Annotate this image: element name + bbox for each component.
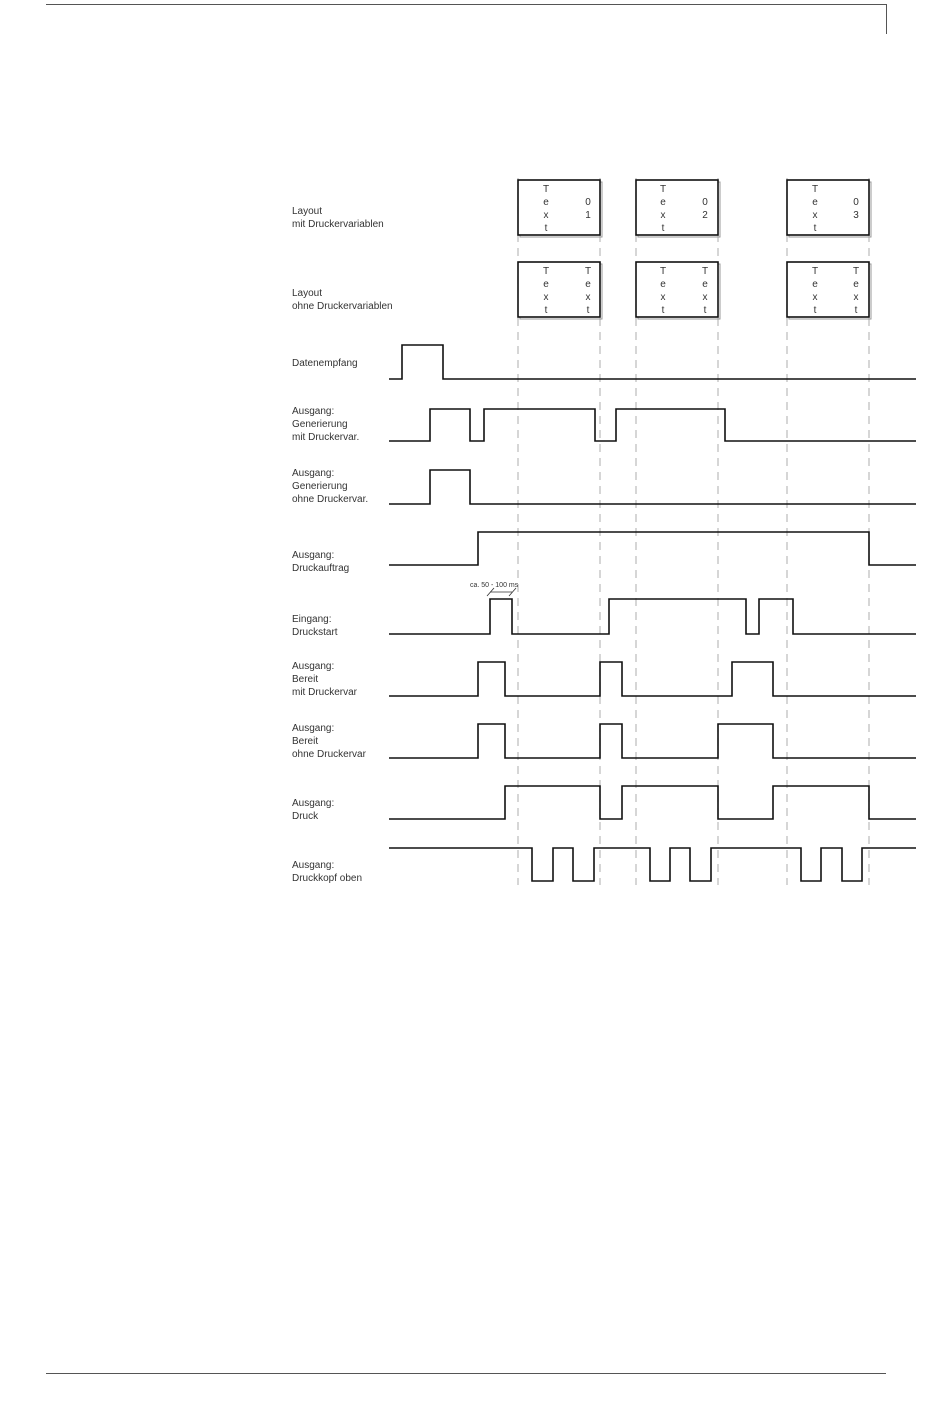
waveform-generierung-mit <box>389 409 916 441</box>
frame-char: e <box>585 279 591 290</box>
frame-char: x <box>585 292 591 303</box>
svg-text:Datenempfang <box>292 358 358 369</box>
timing-annotation-label: ca. 50 - 100 ms <box>470 582 519 589</box>
layout-frame-5 <box>636 262 720 319</box>
frame-char: x <box>543 210 549 221</box>
frame-char: x <box>812 210 818 221</box>
signal-label-line: Ausgang: <box>292 798 335 809</box>
frame-char: T <box>811 184 819 195</box>
frame-char: T <box>584 266 592 277</box>
frame-char: e <box>543 279 549 290</box>
row-label-line: ohne Druckervariablen <box>292 301 393 312</box>
signal-label-line: Ausgang: <box>292 860 335 871</box>
frame-char: 1 <box>585 210 591 221</box>
waveform-druckkopf <box>389 848 916 881</box>
frame-char: e <box>702 279 708 290</box>
frame-char: T <box>701 266 709 277</box>
frame-char: T <box>542 266 550 277</box>
frame-char: e <box>812 197 818 208</box>
frame-char: T <box>811 266 819 277</box>
svg-text:Ausgang:Druck <box>292 798 334 822</box>
layout-frame-2 <box>636 180 720 237</box>
waveform-generierung-ohne <box>389 470 916 504</box>
svg-text:Ausgang:Druckauftrag <box>292 550 349 574</box>
frame-char: 2 <box>702 210 708 221</box>
signal-label-line: Ausgang: <box>292 550 335 561</box>
signal-label-line: Datenempfang <box>292 358 358 369</box>
frame-char: 3 <box>853 210 859 221</box>
waveform-bereit-ohne <box>389 724 916 758</box>
frame-char: x <box>853 292 859 303</box>
signal-label-line: mit Druckervar. <box>292 432 360 443</box>
frame-char: e <box>660 197 666 208</box>
frame-char: t <box>586 305 590 316</box>
signal-label-line: Ausgang: <box>292 723 335 734</box>
svg-text:Ausgang:Druckkopf oben <box>292 860 362 884</box>
svg-text:Layoutohne Druckervariablen <box>292 288 393 312</box>
svg-text:Eingang:Druckstart <box>292 614 338 638</box>
signal-label-line: ohne Druckervar. <box>292 494 369 505</box>
row-label-line: Layout <box>292 288 323 299</box>
frame-char: e <box>543 197 549 208</box>
waveform-druckauftrag <box>389 532 916 565</box>
svg-text:Ausgang:Generierungmit Drucker <box>292 406 359 443</box>
layout-frame-1 <box>518 180 602 237</box>
signal-label-line: mit Druckervar <box>292 687 358 698</box>
signal-label-line: Generierung <box>292 481 348 492</box>
frame-char: x <box>543 292 549 303</box>
layout-frame-4 <box>518 262 602 319</box>
timing-annotation <box>470 582 519 596</box>
signal-labels <box>292 358 368 884</box>
signal-label-line: Druck <box>292 811 319 822</box>
signal-label-line: Ausgang: <box>292 468 335 479</box>
waveform-bereit-mit <box>389 662 916 696</box>
frame-char: t <box>854 305 858 316</box>
waveform-druckstart <box>389 599 916 634</box>
frame-char: T <box>852 266 860 277</box>
frame-char: T <box>659 266 667 277</box>
waveform-druck <box>389 786 916 819</box>
frame-char: 0 <box>853 197 859 208</box>
frame-char: e <box>853 279 859 290</box>
frame-char: t <box>813 305 817 316</box>
svg-text:Layoutmit Druckervariablen <box>292 206 384 230</box>
frame-char: x <box>660 210 666 221</box>
layout-frame-6 <box>787 262 871 319</box>
frame-char: t <box>661 305 665 316</box>
svg-text:Ausgang:Bereitohne Druckervar <box>292 723 367 760</box>
signal-label-line: Bereit <box>292 674 319 685</box>
layout-row-without-vars <box>292 262 871 319</box>
signal-label-line: Bereit <box>292 736 319 747</box>
frame-char: T <box>542 184 550 195</box>
signal-label-line: Ausgang: <box>292 406 335 417</box>
frame-char: t <box>544 305 548 316</box>
signal-waveforms <box>389 345 916 881</box>
signal-label-line: ohne Druckervar <box>292 749 366 760</box>
layout-row-with-vars <box>292 180 871 237</box>
signal-label-line: Generierung <box>292 419 348 430</box>
row-label-line: Layout <box>292 206 323 217</box>
signal-label-line: Druckstart <box>292 627 338 638</box>
layout-frame-3 <box>787 180 871 237</box>
waveform-datenempfang <box>389 345 916 379</box>
frame-char: x <box>660 292 666 303</box>
frame-char: e <box>812 279 818 290</box>
frame-char: x <box>812 292 818 303</box>
frame-char: 0 <box>585 197 591 208</box>
frame-char: e <box>660 279 666 290</box>
frame-char: t <box>703 305 707 316</box>
svg-text:Ausgang:Bereitmit Druckervar <box>292 661 358 698</box>
signal-label-line: Druckkopf oben <box>292 873 363 884</box>
frame-char: 0 <box>702 197 708 208</box>
signal-label-line: Eingang: <box>292 614 332 625</box>
frame-char: T <box>659 184 667 195</box>
frame-char: t <box>544 223 548 234</box>
signal-label-line: Druckauftrag <box>292 563 350 574</box>
signal-label-line: Ausgang: <box>292 661 335 672</box>
frame-char: t <box>813 223 817 234</box>
frame-char: t <box>661 223 665 234</box>
frame-char: x <box>702 292 708 303</box>
row-label-line: mit Druckervariablen <box>292 219 384 230</box>
svg-text:Ausgang:Generierungohne Drucke <box>292 468 368 505</box>
